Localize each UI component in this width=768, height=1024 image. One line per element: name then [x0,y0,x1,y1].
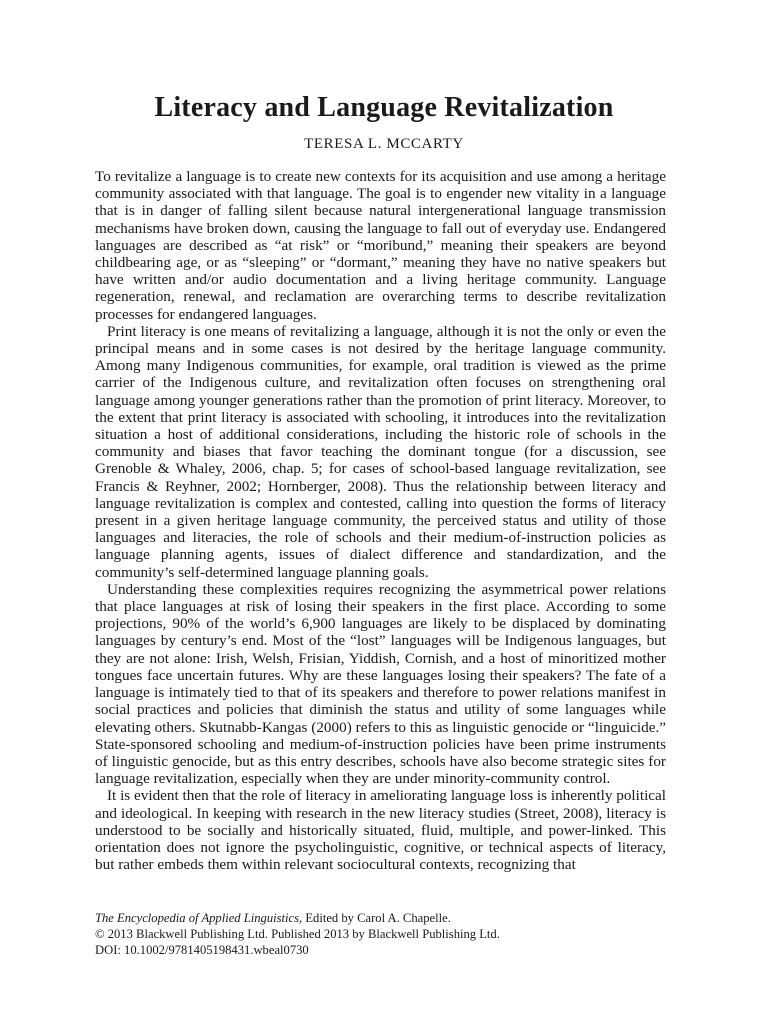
body-paragraph-3: Understanding these complexities requires recognizing the asymmetrical power relations that place languages at risk of losing their speakers in the first place. According to some projections, 90% of the world’s 6,900 languages are likely to be displaced by dominating languages by century’s end. Most of the “lost” languages will be Indigenous languages, but they are not alone: Irish, Welsh, Frisian, Yiddish, Cornish, and a host of minoritized mother tongues face uncertain futures. Why are these languages losing their speakers? The fate of a language is intimately tied to that of its speakers and therefore to power relations manifest in social practices and policies that diminish the status and utility of some languages while elevating others. Skutnabb-Kangas (2000) refers to this as linguistic genocide or “linguicide.” State-sponsored schooling and medium-of-instruction policies have been prime instruments of linguistic genocide, but as this entry describes, schools have also become strategic sites for language revitalization, especially when they are under minority-community control. [95,580,666,788]
article-body [95,168,666,873]
publication-footer [95,910,666,958]
footer-editor: , Edited by Carol A. Chapelle. [299,911,451,925]
article-author: TERESA L. MCCARTY [304,136,464,152]
body-paragraph-1: To revitalize a language is to create new contexts for its acquisition and use among a heritage community associated with that language. The goal is to engender new vitality in a language that is in danger of falling silent because natural intergenerational language transmission mechanisms have broken down, causing the language to fall out of everyday use. Endangered languages are described as “at risk” or “moribund,” meaning their speakers are beyond childbearing age, or as “sleeping” or “dormant,” meaning they have no native speakers but have written and/or audio documentation and a living heritage community. Language regeneration, renewal, and reclamation are overarching terms to describe revitalization processes for endangered languages. [95,168,666,323]
footer-work-title: The Encyclopedia of Applied Linguistics [95,911,300,925]
body-paragraph-4: It is evident then that the role of literacy in ameliorating language loss is inherently political and ideological. In keeping with research in the new literacy studies (Street, 2008), literacy is understood to be socially and historically situated, fluid, multiple, and power-linked. This orientation does not ignore the psycholinguistic, cognitive, or technical aspects of literacy, but rather embeds them within relevant sociocultural contexts, recognizing that [95,787,666,874]
footer-copyright: © 2013 Blackwell Publishing Ltd. Published 2013 by Blackwell Publishing Ltd. [95,927,500,941]
article-title: Literacy and Language Revitalization [154,92,614,123]
footer-citation-line [95,910,666,926]
body-paragraph-2: Print literacy is one means of revitalizing a language, although it is not the only or even the principal means and in some cases is not desired by the heritage language community. Among many Indigenous communities, for example, oral tradition is viewed as the prime carrier of the Indigenous culture, and revitalization often focuses on strengthening oral language among younger generations rather than the promotion of print literacy. Moreover, to the extent that print literacy is associated with schooling, it introduces into the revitalization situation a host of additional considerations, including the historic role of schools in the community and biases that favor teaching the dominant tongue (for a discussion, see Grenoble & Whaley, 2006, chap. 5; for cases of school-based language revitalization, see Francis & Reyhner, 2002; Hornberger, 2008). Thus the relationship between literacy and language revitalization is complex and contested, calling into question the forms of literacy present in a given heritage language community, the perceived status and utility of those languages and literacies, the role of schools and their medium-of-instruction policies as language planning agents, issues of dialect difference and standardization, and the community’s self-determined language planning goals. [95,322,666,581]
footer-doi: DOI: 10.1002/9781405198431.wbeal0730 [95,943,309,957]
